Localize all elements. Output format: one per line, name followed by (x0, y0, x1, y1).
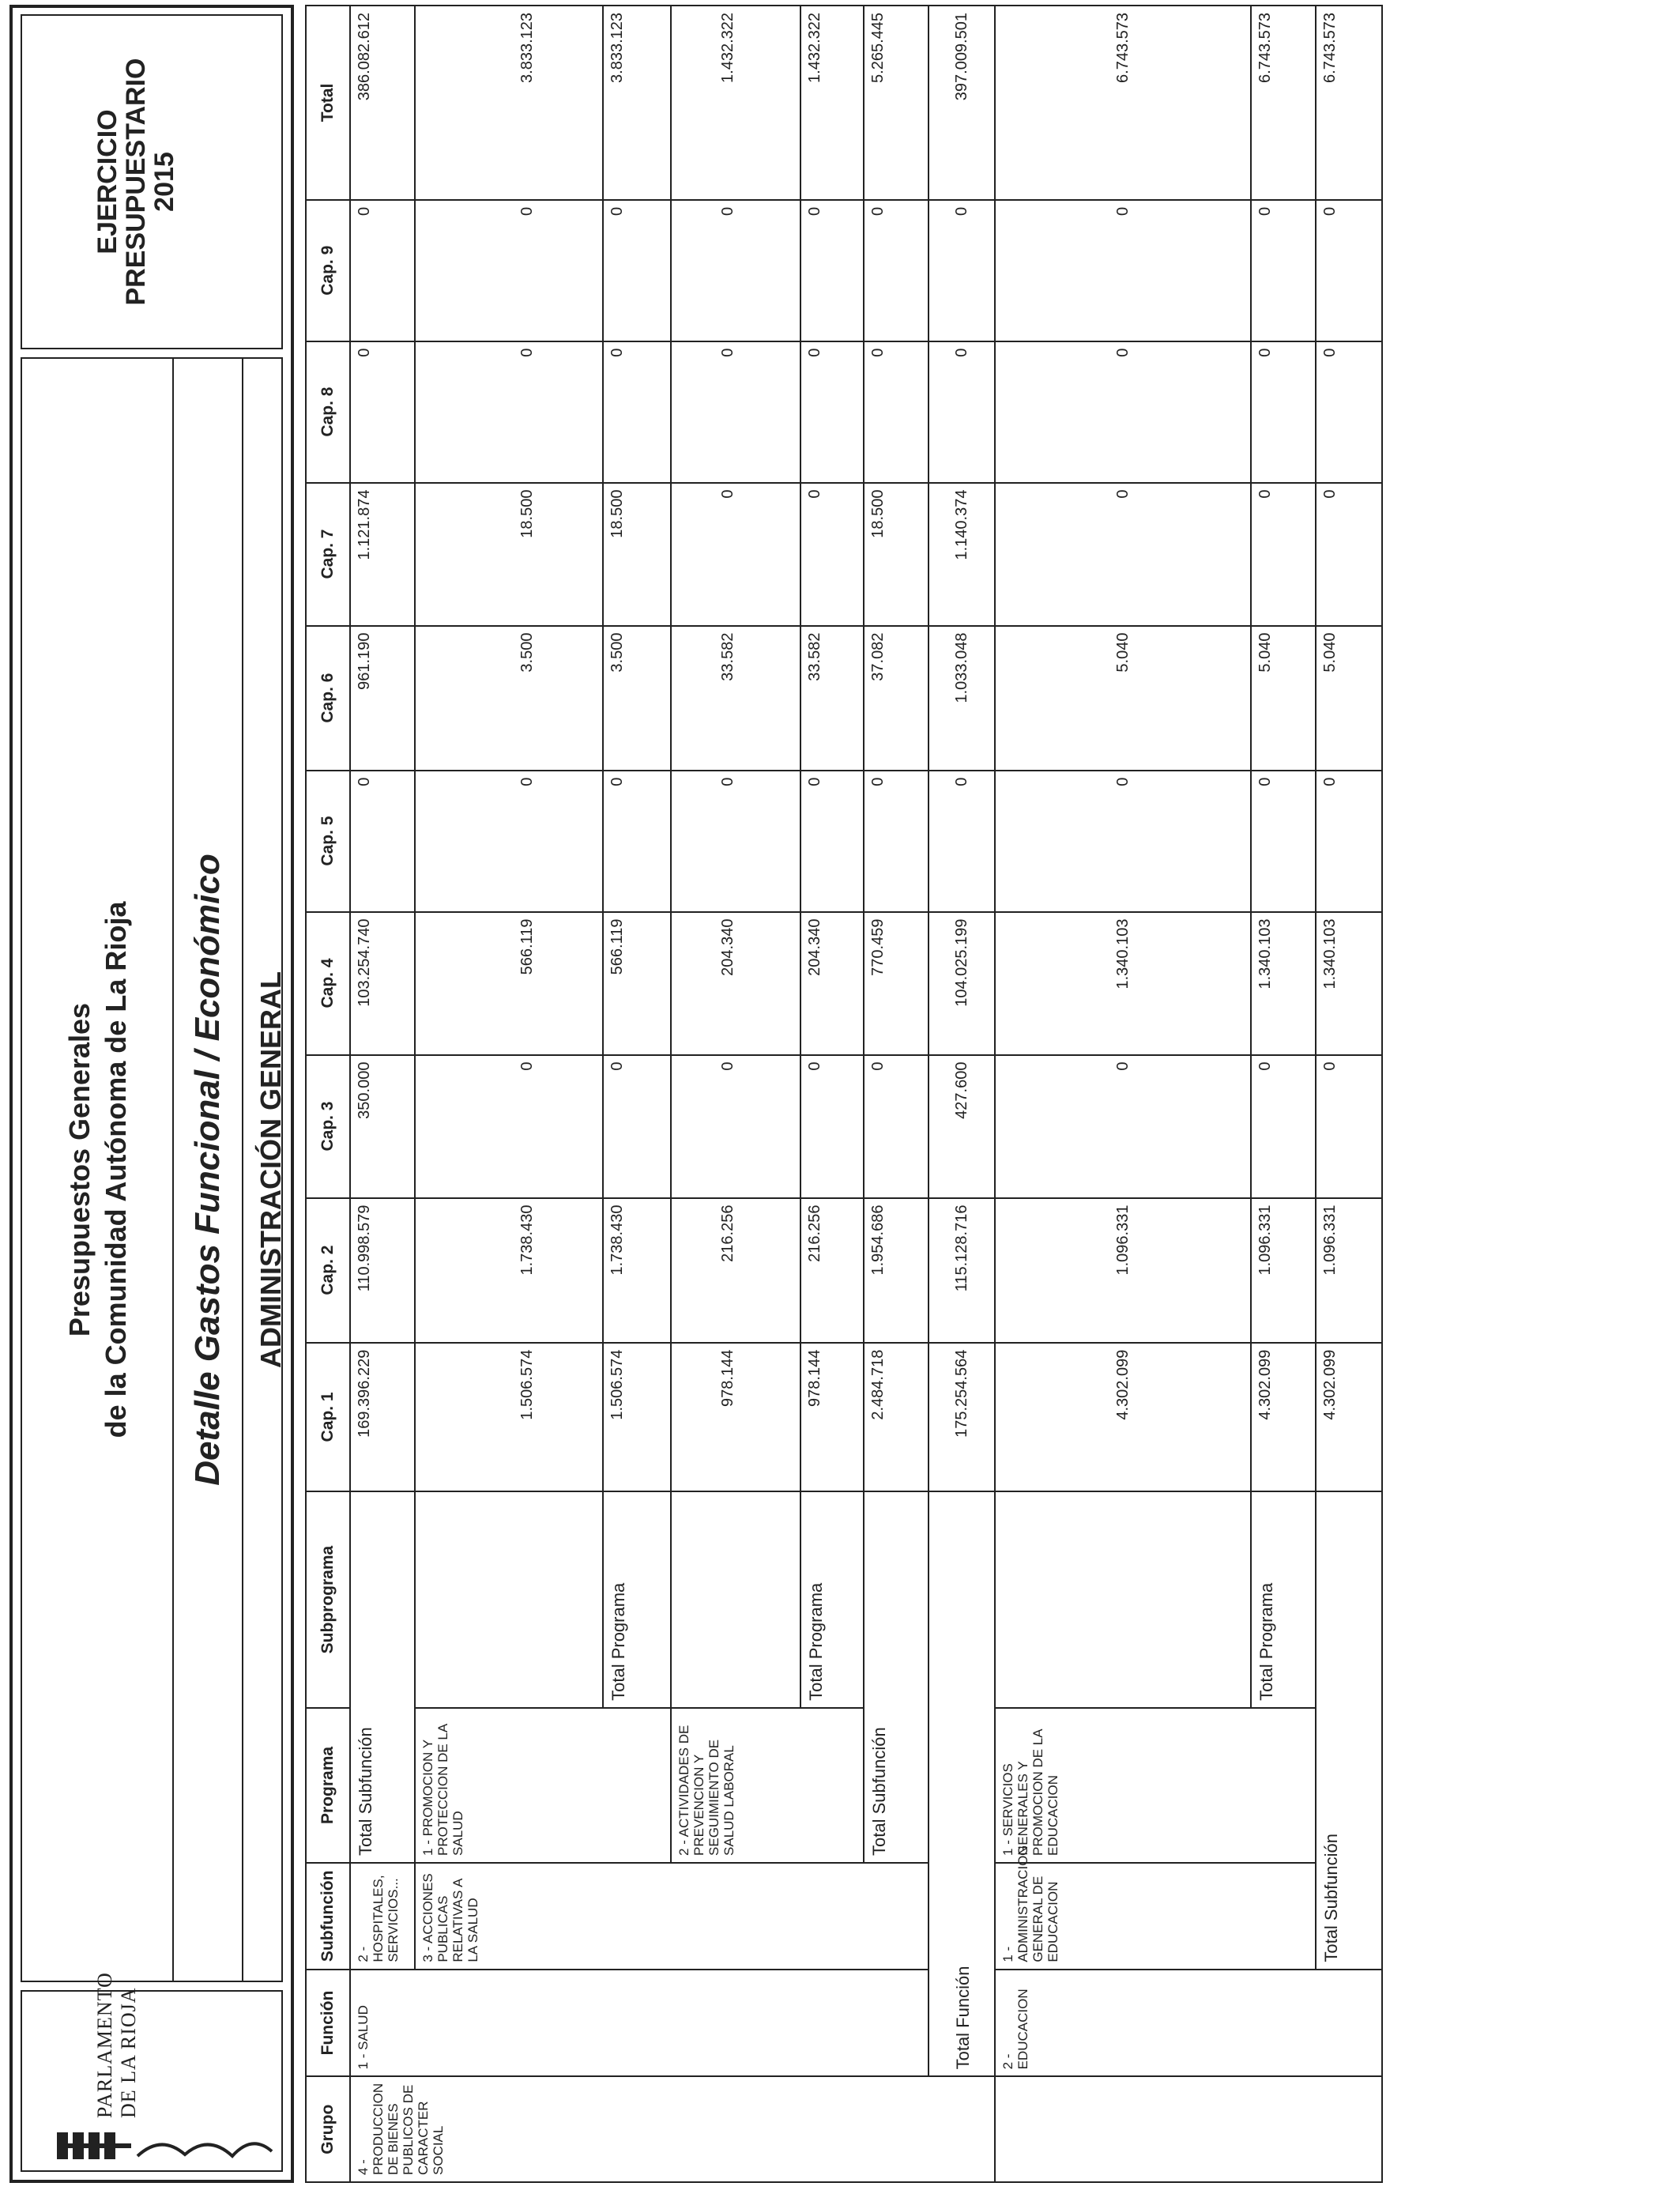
cell-r9-cap5: 0 (1251, 771, 1316, 912)
cell-r9-total: 6.743.573 (1251, 6, 1316, 200)
cell-r10-cap1: 4.302.099 (1316, 1343, 1382, 1492)
title-cell (21, 357, 287, 1982)
budget-year (93, 16, 179, 348)
cell-r3-cap5: 0 (603, 771, 671, 912)
cell-r10-total: 6.743.573 (1316, 6, 1382, 200)
col-programa: Programa (306, 1708, 350, 1863)
subfuncion-cell: 2 - HOSPITALES, SERVICIOS... (350, 1863, 415, 1970)
cell-r5-total: 1.432.322 (800, 6, 864, 200)
cell-r10-cap4: 1.340.103 (1316, 912, 1382, 1055)
table-row (350, 6, 415, 2182)
cell-r7-cap3: 427.600 (929, 1055, 995, 1198)
cell-r10-cap2: 1.096.331 (1316, 1198, 1382, 1343)
cell-r6-cap7: 18.500 (864, 483, 929, 626)
col-cap3: Cap. 3 (306, 1055, 350, 1198)
budget-table (305, 5, 1383, 2183)
report-header (9, 5, 294, 2183)
cell-r5-cap4: 204.340 (800, 912, 864, 1055)
total-subfuncion-label: Total Subfunción (1316, 1491, 1382, 1969)
table-row (415, 6, 603, 2182)
cell-r3-cap2: 1.738.430 (603, 1198, 671, 1343)
cell-r9-cap3: 0 (1251, 1055, 1316, 1198)
cell-r10-cap7: 0 (1316, 483, 1382, 626)
col-subfuncion: Subfunción (306, 1863, 350, 1970)
logo-line2: DE LA RIOJA (117, 1987, 140, 2118)
col-funcion: Función (306, 1970, 350, 2077)
cell-r6-cap6: 37.082 (864, 626, 929, 771)
table-row (1316, 6, 1382, 2182)
programa-cell: 1 - SERVICIOS GENERALES Y PROMOCION DE LA EDUCACION (995, 1708, 1316, 1863)
cell-r4-cap2: 216.256 (671, 1198, 800, 1343)
table-row (995, 6, 1251, 2182)
total-programa-label: Total Programa (1251, 1491, 1316, 1708)
total-subfuncion-label: Total Subfunción (350, 1491, 415, 1863)
year-line3: 2015 (149, 152, 179, 212)
cell-r8-total: 6.743.573 (995, 6, 1251, 200)
cell-r4-cap1: 978.144 (671, 1343, 800, 1492)
cell-r7-cap5: 0 (929, 771, 995, 912)
cell-r1-cap6: 961.190 (350, 626, 415, 771)
cell-r3-cap9: 0 (603, 200, 671, 341)
col-cap4: Cap. 4 (306, 912, 350, 1055)
cell-r3-cap7: 18.500 (603, 483, 671, 626)
year-line2: PRESUPUESTARIO (121, 58, 151, 306)
cell-r6-cap8: 0 (864, 341, 929, 483)
cell-r8-cap8: 0 (995, 341, 1251, 483)
cell-r9-cap6: 5.040 (1251, 626, 1316, 771)
cell-r9-cap1: 4.302.099 (1251, 1343, 1316, 1492)
total-programa-label: Total Programa (603, 1491, 671, 1708)
cell-r6-cap9: 0 (864, 200, 929, 341)
cell-r4-cap6: 33.582 (671, 626, 800, 771)
total-subfuncion-label: Total Subfunción (864, 1491, 929, 1863)
cell-r10-cap6: 5.040 (1316, 626, 1382, 771)
col-cap9: Cap. 9 (306, 200, 350, 341)
cell-r3-cap1: 1.506.574 (603, 1343, 671, 1492)
total-programa-label: Total Programa (800, 1491, 864, 1708)
cell-r4-cap9: 0 (671, 200, 800, 341)
cell-r1-cap4: 103.254.740 (350, 912, 415, 1055)
cell-r7-cap9: 0 (929, 200, 995, 341)
funcion-cell: 2 - EDUCACION (995, 1970, 1382, 2077)
cell-r7-cap6: 1.033.048 (929, 626, 995, 771)
cell-r3-cap4: 566.119 (603, 912, 671, 1055)
cell-r2-cap3: 0 (415, 1055, 603, 1198)
logo-line1: PARLAMENTO (93, 1972, 116, 2118)
grupo-cell-empty (995, 2076, 1382, 2182)
cell-r4-cap8: 0 (671, 341, 800, 483)
cell-r5-cap3: 0 (800, 1055, 864, 1198)
cell-r6-cap4: 770.459 (864, 912, 929, 1055)
col-cap8: Cap. 8 (306, 341, 350, 483)
subprograma-cell (671, 1491, 800, 1708)
cell-r1-cap5: 0 (350, 771, 415, 912)
cell-r1-cap3: 350.000 (350, 1055, 415, 1198)
title-line1: Presupuestos Generales (63, 1002, 96, 1337)
cell-r4-cap3: 0 (671, 1055, 800, 1198)
cell-r2-cap8: 0 (415, 341, 603, 483)
total-funcion-label: Total Función (929, 1491, 995, 2076)
col-total: Total (306, 6, 350, 200)
cell-r8-cap7: 0 (995, 483, 1251, 626)
cell-r6-cap1: 2.484.718 (864, 1343, 929, 1492)
cell-r8-cap2: 1.096.331 (995, 1198, 1251, 1343)
title-block (22, 359, 174, 1981)
cell-r10-cap8: 0 (1316, 341, 1382, 483)
cell-r7-total: 397.009.501 (929, 6, 995, 200)
section-title: ADMINISTRACIÓN GENERAL (254, 971, 287, 1368)
col-cap5: Cap. 5 (306, 771, 350, 912)
cell-r2-total: 3.833.123 (415, 6, 603, 200)
cell-r5-cap6: 33.582 (800, 626, 864, 771)
cell-r8-cap4: 1.340.103 (995, 912, 1251, 1055)
col-grupo: Grupo (306, 2076, 350, 2182)
cell-r1-cap8: 0 (350, 341, 415, 483)
cell-r2-cap2: 1.738.430 (415, 1198, 603, 1343)
logo-text (93, 1972, 141, 2118)
cell-r3-total: 3.833.123 (603, 6, 671, 200)
cell-r2-cap7: 18.500 (415, 483, 603, 626)
cell-r2-cap5: 0 (415, 771, 603, 912)
cell-r5-cap9: 0 (800, 200, 864, 341)
cell-r2-cap4: 566.119 (415, 912, 603, 1055)
subprograma-cell (415, 1491, 603, 1708)
cell-r1-cap9: 0 (350, 200, 415, 341)
cell-r4-cap5: 0 (671, 771, 800, 912)
cell-r5-cap1: 978.144 (800, 1343, 864, 1492)
cell-r2-cap6: 3.500 (415, 626, 603, 771)
cell-r7-cap7: 1.140.374 (929, 483, 995, 626)
header-row (306, 6, 350, 2182)
cell-r6-cap2: 1.954.686 (864, 1198, 929, 1343)
cell-r1-total: 386.082.612 (350, 6, 415, 200)
cell-r1-cap2: 110.998.579 (350, 1198, 415, 1343)
parliament-crest-icon (43, 2120, 280, 2166)
cell-r8-cap5: 0 (995, 771, 1251, 912)
cell-r5-cap8: 0 (800, 341, 864, 483)
cell-r8-cap1: 4.302.099 (995, 1343, 1251, 1492)
subfuncion-cell: 1 - ADMINISTRACION GENERAL DE EDUCACION (995, 1863, 1316, 1970)
cell-r6-cap3: 0 (864, 1055, 929, 1198)
cell-r4-cap4: 204.340 (671, 912, 800, 1055)
cell-r5-cap5: 0 (800, 771, 864, 912)
cell-r9-cap8: 0 (1251, 341, 1316, 483)
cell-r7-cap2: 115.128.716 (929, 1198, 995, 1343)
col-cap1: Cap. 1 (306, 1343, 350, 1492)
table-row (929, 6, 995, 2182)
subtitle: Detalle Gastos Funcional / Económico (188, 854, 227, 1486)
subfuncion-cell: 3 - ACCIONES PUBLICAS RELATIVAS A LA SALUD (415, 1863, 929, 1970)
funcion-cell: 1 - SALUD (350, 1970, 929, 2077)
cell-r6-total: 5.265.445 (864, 6, 929, 200)
logo-cell (21, 1972, 283, 2172)
cell-r2-cap1: 1.506.574 (415, 1343, 603, 1492)
col-cap7: Cap. 7 (306, 483, 350, 626)
cell-r10-cap3: 0 (1316, 1055, 1382, 1198)
cell-r4-cap7: 0 (671, 483, 800, 626)
cell-r7-cap1: 175.254.564 (929, 1343, 995, 1492)
title-line2: de la Comunidad Autónoma de La Rioja (100, 901, 132, 1438)
col-cap6: Cap. 6 (306, 626, 350, 771)
year-cell (21, 14, 283, 349)
grupo-cell: 4 - PRODUCCION DE BIENES PUBLICOS DE CARACTER SOCIAL (350, 2076, 995, 2182)
cell-r3-cap8: 0 (603, 341, 671, 483)
subtitle-block (175, 359, 243, 1981)
col-subprograma: Subprograma (306, 1491, 350, 1708)
programa-cell: 2 - ACTIVIDADES DE PREVENCION Y SEGUIMIENTO DE SALUD LABORAL (671, 1708, 864, 1863)
cell-r9-cap2: 1.096.331 (1251, 1198, 1316, 1343)
table-row (864, 6, 929, 2182)
cell-r3-cap6: 3.500 (603, 626, 671, 771)
cell-r1-cap1: 169.396.229 (350, 1343, 415, 1492)
col-cap2: Cap. 2 (306, 1198, 350, 1343)
cell-r9-cap9: 0 (1251, 200, 1316, 341)
cell-r8-cap9: 0 (995, 200, 1251, 341)
cell-r8-cap6: 5.040 (995, 626, 1251, 771)
cell-r5-cap2: 216.256 (800, 1198, 864, 1343)
cell-r5-cap7: 0 (800, 483, 864, 626)
cell-r9-cap4: 1.340.103 (1251, 912, 1316, 1055)
cell-r2-cap9: 0 (415, 200, 603, 341)
cell-r6-cap5: 0 (864, 771, 929, 912)
cell-r10-cap9: 0 (1316, 200, 1382, 341)
year-line1: EJERCICIO (92, 109, 122, 254)
cell-r8-cap3: 0 (995, 1055, 1251, 1198)
cell-r3-cap3: 0 (603, 1055, 671, 1198)
subprograma-cell (995, 1491, 1251, 1708)
cell-r10-cap5: 0 (1316, 771, 1382, 912)
cell-r4-total: 1.432.322 (671, 6, 800, 200)
cell-r9-cap7: 0 (1251, 483, 1316, 626)
programa-cell: 1 - PROMOCION Y PROTECCION DE LA SALUD (415, 1708, 671, 1863)
cell-r7-cap4: 104.025.199 (929, 912, 995, 1055)
cell-r7-cap8: 0 (929, 341, 995, 483)
table-row (671, 6, 800, 2182)
cell-r1-cap7: 1.121.874 (350, 483, 415, 626)
